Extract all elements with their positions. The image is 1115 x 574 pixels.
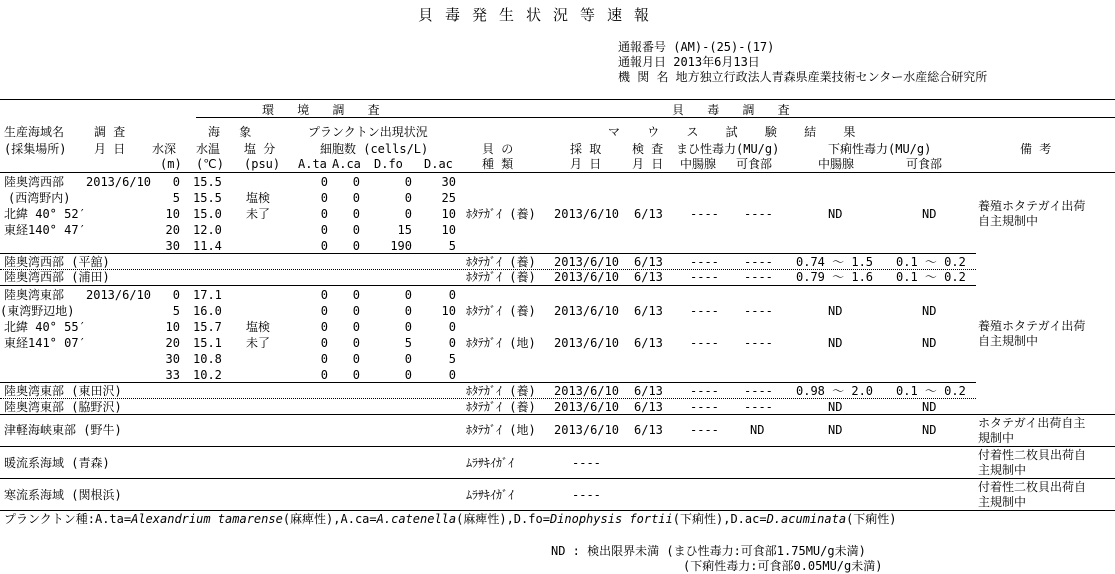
area-name-header: 生産海域名 [4, 125, 65, 139]
dsp-hepato: ND [828, 304, 843, 318]
collect-date: ---- [572, 456, 601, 470]
dfo-cell: 0 [404, 288, 412, 302]
species-2: A.catenella [376, 512, 457, 526]
salinity-value-2: 未了 [246, 336, 271, 350]
dsp-header: 下痢性毒力(MU/g) [828, 142, 932, 156]
temp-cell: 15.5 [193, 191, 222, 205]
temp-cell: 16.0 [193, 304, 222, 318]
aca-cell: 0 [352, 336, 360, 350]
shell-kind: ﾎﾀﾃｶﾞｲ (養) [466, 255, 536, 269]
collect-date: 2013/6/10 [554, 336, 620, 350]
psp-hepato: ---- [690, 304, 719, 318]
psp-edible-header: 可食部 [736, 157, 773, 171]
depth-header: 水深 [152, 142, 177, 156]
dfo-cell: 0 [404, 175, 412, 189]
remark-2: 主規制中 [978, 463, 1027, 477]
collect-date: ---- [572, 488, 601, 502]
dac-cell: 0 [448, 336, 456, 350]
ata-cell: 0 [320, 304, 328, 318]
temp-cell: 17.1 [193, 288, 222, 302]
remark: 養殖ホタテガイ出荷 [978, 199, 1086, 213]
temp-unit: (℃) [196, 157, 224, 171]
dac-cell: 10 [441, 207, 456, 221]
survey-header: 調 査 [94, 125, 126, 139]
dac-cell: 0 [448, 368, 456, 382]
salinity-unit: (psu) [244, 157, 281, 171]
species-4: D.acuminata [766, 512, 847, 526]
dac-cell: 10 [441, 223, 456, 237]
test-md-header: 月 日 [632, 157, 664, 171]
remark: 養殖ホタテガイ出荷 [978, 319, 1086, 333]
psp-hepato: ---- [690, 400, 719, 414]
latitude: 北緯 40° 55′ [4, 320, 86, 334]
month-day-header: 月 日 [94, 142, 126, 156]
dsp-edible: 0.1 ～ 0.2 [896, 270, 966, 284]
psp-edible: ---- [744, 207, 773, 221]
dsp-hepato: ND [828, 400, 843, 414]
ata-cell: 0 [320, 191, 328, 205]
shell-kind: ﾎﾀﾃｶﾞｲ (地) [466, 423, 536, 437]
rule-env [196, 117, 458, 118]
collect-header: 採 取 [570, 142, 602, 156]
dsp-edible: 0.1 ～ 0.2 [896, 384, 966, 398]
ata-cell: 0 [320, 239, 328, 253]
aca-cell: 0 [352, 207, 360, 221]
salinity-value: 塩検 [246, 320, 271, 334]
shell-kind: ﾎﾀﾃｶﾞｲ (養) [466, 270, 536, 284]
depth-cell: 5 [172, 304, 180, 318]
test-header: 検 査 [632, 142, 664, 156]
shell-kind: ﾎﾀﾃｶﾞｲ (養) [466, 384, 536, 398]
mouse-test-header: マ ウ ス 試 験 結 果 [608, 125, 866, 139]
remark-2: 規制中 [978, 431, 1015, 445]
shell-kind-header: 種 類 [482, 157, 514, 171]
psp-edible: ---- [744, 336, 773, 350]
latitude: 北緯 40° 52′ [4, 207, 86, 221]
psp-edible: ND [750, 423, 765, 437]
dfo-cell: 190 [390, 239, 412, 253]
depth-cell: 0 [172, 175, 180, 189]
longitude: 東経140° 47′ [4, 223, 86, 237]
species-1: Alexandrium tamarense [131, 512, 283, 526]
psp-hepato: ---- [690, 270, 719, 284]
footnote-part: (麻痺性),D.fo= [456, 512, 550, 526]
site: (西湾野内) [8, 191, 71, 205]
remarks-header: 備 考 [1020, 142, 1052, 156]
ata-cell: 0 [320, 336, 328, 350]
aca-header: A.ca [332, 157, 361, 171]
dsp-edible-header: 可食部 [906, 157, 943, 171]
rule [0, 414, 1115, 415]
psp-hepato: ---- [690, 336, 719, 350]
rule-top [0, 99, 1115, 100]
ata-cell: 0 [320, 288, 328, 302]
area-name: 暖流系海域 (青森) [4, 456, 110, 470]
site: (東湾野辺地) [0, 304, 75, 318]
shell-kind: ﾎﾀﾃｶﾞｲ (養) [466, 207, 536, 221]
dsp-edible: 0.1 ～ 0.2 [896, 255, 966, 269]
collect-date: 2013/6/10 [554, 304, 620, 318]
dfo-cell: 0 [404, 368, 412, 382]
nd-note: ND : 検出限界未満 (まひ性毒力:可食部1.75MU/g未満) [551, 544, 866, 558]
nd-note-2: (下痢性毒力:可食部0.05MU/g未満) [683, 559, 883, 573]
rule [0, 382, 976, 383]
rule [0, 478, 1115, 479]
dac-cell: 10 [441, 304, 456, 318]
dfo-cell: 0 [404, 304, 412, 318]
dac-cell: 5 [448, 239, 456, 253]
plankton-header: プランクトン出現状況 [308, 125, 428, 139]
rule-bottom [0, 510, 1115, 511]
dsp-hepato: 0.74 ～ 1.5 [796, 255, 874, 269]
collect-md-header: 月 日 [570, 157, 602, 171]
agency: 機 関 名 地方独立行政法人青森県産業技術センター水産総合研究所 [618, 70, 988, 84]
collect-date: 2013/6/10 [554, 255, 620, 269]
shell-header: 貝 の [482, 142, 514, 156]
depth-cell: 10 [165, 207, 180, 221]
remark-2: 自主規制中 [978, 214, 1039, 228]
aca-cell: 0 [352, 223, 360, 237]
aca-cell: 0 [352, 320, 360, 334]
area-name: 陸奥湾東部 (脇野沢) [4, 400, 122, 414]
psp-edible: ---- [744, 400, 773, 414]
footnote-part: (麻痺性),A.ca= [282, 512, 377, 526]
psp-hepato: ---- [690, 384, 719, 398]
area-name: 津軽海峡東部 (野牛) [4, 423, 122, 437]
ata-cell: 0 [320, 207, 328, 221]
dfo-cell: 0 [404, 191, 412, 205]
ata-cell: 0 [320, 320, 328, 334]
psp-hepato: ---- [690, 207, 719, 221]
dsp-edible: ND [922, 304, 937, 318]
dfo-cell: 0 [404, 207, 412, 221]
remark: 付着性二枚貝出荷自 [978, 448, 1087, 462]
env-survey-header: 環 境 調 査 [262, 103, 388, 117]
depth-cell: 0 [172, 288, 180, 302]
rule-header-bottom [0, 172, 1115, 173]
dsp-hepato: 0.79 ～ 1.6 [796, 270, 874, 284]
depth-cell: 5 [172, 191, 180, 205]
remark: 付着性二枚貝出荷自 [978, 480, 1087, 494]
rule [0, 253, 976, 254]
dsp-hepato: ND [828, 423, 843, 437]
aca-cell: 0 [352, 239, 360, 253]
dfo-cell: 0 [404, 352, 412, 366]
shell-kind: ﾎﾀﾃｶﾞｲ (養) [466, 304, 536, 318]
shell-kind: ﾑﾗｻｷｲｶﾞｲ [466, 488, 515, 502]
temp-header: 水温 [196, 142, 221, 156]
area-name: 陸奥湾東部 (東田沢) [4, 384, 122, 398]
ata-cell: 0 [320, 223, 328, 237]
depth-cell: 30 [165, 239, 180, 253]
area-name: 陸奥湾西部 [4, 175, 65, 189]
dac-cell: 0 [448, 288, 456, 302]
ata-cell: 0 [320, 352, 328, 366]
shell-survey-header: 貝 毒 調 査 [672, 103, 798, 117]
footnote-lead: プランクトン種:A.ta= [4, 512, 132, 526]
shell-kind: ﾎﾀﾃｶﾞｲ (養) [466, 400, 536, 414]
aca-cell: 0 [352, 175, 360, 189]
report-number: 通報番号 (AM)-(25)-(17) [618, 40, 775, 54]
test-date: 6/13 [634, 304, 663, 318]
collect-date: 2013/6/10 [554, 207, 620, 221]
psp-header: まひ性毒力(MU/g) [676, 142, 780, 156]
rule [0, 446, 1115, 447]
temp-cell: 11.4 [193, 239, 222, 253]
shell-kind: ﾎﾀﾃｶﾞｲ (地) [466, 336, 536, 350]
aca-cell: 0 [352, 288, 360, 302]
aca-cell: 0 [352, 191, 360, 205]
dsp-hepato-header: 中腸腺 [818, 157, 855, 171]
salinity-header: 塩 分 [244, 142, 276, 156]
test-date: 6/13 [634, 255, 663, 269]
collect-date: 2013/6/10 [554, 384, 620, 398]
temp-cell: 10.8 [193, 352, 222, 366]
collect-date: 2013/6/10 [554, 400, 620, 414]
psp-edible: ---- [744, 304, 773, 318]
ata-cell: 0 [320, 175, 328, 189]
dfo-cell: 0 [404, 320, 412, 334]
dsp-edible: ND [922, 336, 937, 350]
test-date: 6/13 [634, 207, 663, 221]
temp-cell: 15.0 [193, 207, 222, 221]
depth-unit: (m) [160, 157, 182, 171]
report-date: 通報月日 2013年6月13日 [618, 55, 760, 69]
temp-cell: 15.7 [193, 320, 222, 334]
dfo-header: D.fo [374, 157, 403, 171]
aca-cell: 0 [352, 304, 360, 318]
dsp-hepato: 0.98 ～ 2.0 [796, 384, 874, 398]
aca-cell: 0 [352, 352, 360, 366]
psp-hepato-header: 中腸腺 [680, 157, 717, 171]
rule-shell [458, 117, 1115, 118]
dac-cell: 0 [448, 320, 456, 334]
survey-date: 2013/6/10 [86, 288, 152, 302]
remark-2: 自主規制中 [978, 334, 1039, 348]
dsp-edible: ND [922, 423, 937, 437]
rule-dotted [0, 398, 976, 399]
dsp-edible: ND [922, 207, 937, 221]
depth-cell: 33 [165, 368, 180, 382]
footnote-part: (下痢性),D.ac= [672, 512, 767, 526]
collect-date: 2013/6/10 [554, 270, 620, 284]
psp-edible: ---- [744, 384, 773, 398]
collect-date: 2013/6/10 [554, 423, 620, 437]
depth-cell: 30 [165, 352, 180, 366]
temp-cell: 15.1 [193, 336, 222, 350]
test-date: 6/13 [634, 336, 663, 350]
temp-cell: 10.2 [193, 368, 222, 382]
depth-cell: 20 [165, 336, 180, 350]
dsp-edible: ND [922, 400, 937, 414]
footnote-part: (下痢性) [846, 512, 897, 526]
dac-cell: 30 [441, 175, 456, 189]
temp-cell: 12.0 [193, 223, 222, 237]
aca-cell: 0 [352, 368, 360, 382]
psp-edible: ---- [744, 270, 773, 284]
area-name: 陸奥湾西部 (浦田) [4, 270, 110, 284]
depth-cell: 10 [165, 320, 180, 334]
area-name: 寒流系海域 (関根浜) [4, 488, 122, 502]
test-date: 6/13 [634, 423, 663, 437]
salinity-value: 塩検 [246, 191, 271, 205]
dfo-cell: 15 [397, 223, 412, 237]
psp-edible: ---- [744, 255, 773, 269]
area-name: 陸奥湾西部 (平舘) [4, 255, 110, 269]
dac-header: D.ac [424, 157, 453, 171]
site-header: (採集場所) [4, 142, 67, 156]
salinity-value-2: 未了 [246, 207, 271, 221]
dac-cell: 25 [441, 191, 456, 205]
rule [0, 285, 976, 286]
cell-count-header: 細胞数 (cells/L) [320, 142, 429, 156]
test-date: 6/13 [634, 400, 663, 414]
sea-condition-header: 海 象 [208, 125, 258, 139]
shell-kind: ﾑﾗｻｷｲｶﾞｲ [466, 456, 515, 470]
area-name: 陸奥湾東部 [4, 288, 65, 302]
test-date: 6/13 [634, 384, 663, 398]
dfo-cell: 5 [404, 336, 412, 350]
remark: ホタテガイ出荷自主 [978, 416, 1086, 430]
remark-2: 主規制中 [978, 495, 1027, 509]
psp-hepato: ---- [690, 423, 719, 437]
ata-header: A.ta [298, 157, 327, 171]
psp-hepato: ---- [690, 255, 719, 269]
test-date: 6/13 [634, 270, 663, 284]
plankton-footnote [4, 512, 897, 526]
page-title: 貝毒発生状況等速報 [418, 6, 662, 24]
survey-date: 2013/6/10 [86, 175, 152, 189]
dsp-hepato: ND [828, 336, 843, 350]
species-3: Dinophysis fortii [549, 512, 673, 526]
temp-cell: 15.5 [193, 175, 222, 189]
ata-cell: 0 [320, 368, 328, 382]
dac-cell: 5 [448, 352, 456, 366]
depth-cell: 20 [165, 223, 180, 237]
longitude: 東経141° 07′ [4, 336, 86, 350]
dsp-hepato: ND [828, 207, 843, 221]
